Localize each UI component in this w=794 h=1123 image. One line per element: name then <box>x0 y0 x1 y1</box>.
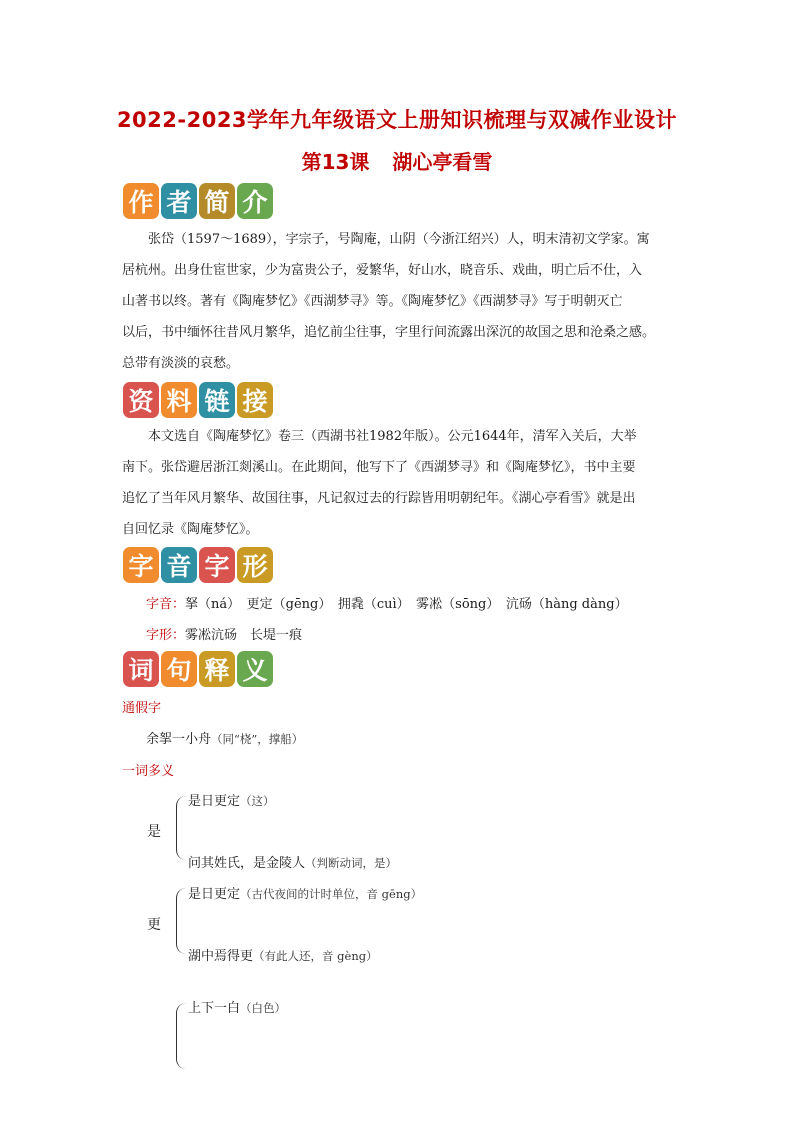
section-heading-author <box>123 183 275 219</box>
tongjia-entry <box>146 728 303 747</box>
section-heading-material <box>123 382 275 418</box>
item-text: 问其姓氏，是金陵人 <box>188 856 306 871</box>
paragraph-line: 自回忆录《陶庵梦忆》。 <box>122 522 259 537</box>
heading-tile: 者 <box>161 183 197 219</box>
shape-label: 字形： <box>146 628 186 643</box>
heading-tile: 简 <box>199 183 235 219</box>
paragraph-line: 山著书以终。著有《陶庵梦忆》《西湖梦寻》等。《陶庵梦忆》《西湖梦寻》写于明朝灭亡 <box>122 294 623 309</box>
heading-tile: 资 <box>123 382 159 418</box>
heading-tile: 作 <box>123 183 159 219</box>
pronunciation-row <box>146 593 628 612</box>
heading-tile: 句 <box>161 651 197 687</box>
material-paragraph <box>122 421 674 545</box>
section-heading-pronunciation <box>123 547 275 583</box>
brace <box>176 888 187 954</box>
item-note: （有此人还，音 gèng） <box>253 949 378 963</box>
item-text: 是日更定 <box>188 887 241 902</box>
paragraph-line: 居杭州。出身仕宦世家，少为富贵公子，爱繁华，好山水，晓音乐、戏曲，明亡后不仕，入 <box>122 263 643 278</box>
item-text: 是日更定 <box>188 794 241 809</box>
polysemy-item <box>188 945 378 964</box>
paragraph-line: 本文选自《陶庵梦忆》卷三（西湖书社1982年版）。公元1644年，清军入关后，大举 <box>148 429 637 444</box>
heading-tile: 词 <box>123 651 159 687</box>
heading-tile: 形 <box>237 547 273 583</box>
shape-items: 雾凇沆砀 长堤一痕 <box>185 628 303 643</box>
tongjia-text: 余挐一小舟 <box>146 732 212 747</box>
sound-label: 字音： <box>146 597 186 612</box>
paragraph-line: 总带有淡淡的哀愁。 <box>122 356 240 371</box>
sound-items: 拏（ná） 更定（gēng） 拥毳（cuì） 雾凇（sōng） 沆砀（hàng dàng） <box>185 597 628 612</box>
paragraph-line: 张岱（1597～1689），字宗子，号陶庵，山阴（今浙江绍兴）人，明末清初文学家。寓 <box>148 232 650 247</box>
polysemy-char: 更 <box>147 917 161 933</box>
heading-tile: 料 <box>161 382 197 418</box>
brace <box>176 796 187 860</box>
heading-tile: 义 <box>237 651 273 687</box>
polysemy-item <box>188 997 286 1016</box>
heading-tile: 音 <box>161 547 197 583</box>
paragraph-line: 追忆了当年风月繁华、故国往事，凡记叙过去的行踪皆用明朝纪年。《湖心亭看雪》就是出 <box>122 491 636 506</box>
polysemy-heading: 一词多义 <box>122 764 175 779</box>
heading-tile: 释 <box>199 651 235 687</box>
tongjia-heading: 通假字 <box>122 701 162 716</box>
polysemy-item <box>188 852 397 871</box>
heading-tile: 链 <box>199 382 235 418</box>
shape-row <box>146 624 302 643</box>
author-paragraph <box>122 224 674 379</box>
polysemy-item <box>188 883 422 902</box>
item-text: 湖中焉得更 <box>188 949 254 964</box>
heading-tile: 接 <box>237 382 273 418</box>
item-note: （这） <box>240 794 275 808</box>
item-note: （白色） <box>240 1001 287 1015</box>
item-note: （判断动词，是） <box>305 856 398 870</box>
polysemy-char: 是 <box>147 824 161 840</box>
lesson-title: 湖心亭看雪 <box>392 150 493 174</box>
paragraph-line: 南下。张岱避居浙江剡溪山。在此期间，他写下了《西湖梦寻》和《陶庵梦忆》，书中主要 <box>122 460 636 475</box>
brace <box>176 1003 187 1069</box>
heading-tile: 字 <box>199 547 235 583</box>
item-note: （古代夜间的计时单位，音 gēng） <box>240 887 423 901</box>
document-title: 2022-2023学年九年级语文上册知识梳理与双减作业设计 <box>116 108 678 132</box>
lesson-number: 第13课 <box>301 150 370 174</box>
tongjia-note: （同“桡”，撑船） <box>211 732 304 746</box>
section-heading-words <box>123 651 275 687</box>
heading-tile: 介 <box>237 183 273 219</box>
paragraph-line: 以后，书中缅怀往昔风月繁华，追忆前尘往事，字里行间流露出深沉的故国之思和沧桑之感。 <box>122 325 656 340</box>
lesson-heading <box>0 146 794 175</box>
polysemy-item <box>188 790 275 809</box>
heading-tile: 字 <box>123 547 159 583</box>
item-text: 上下一白 <box>188 1001 241 1016</box>
